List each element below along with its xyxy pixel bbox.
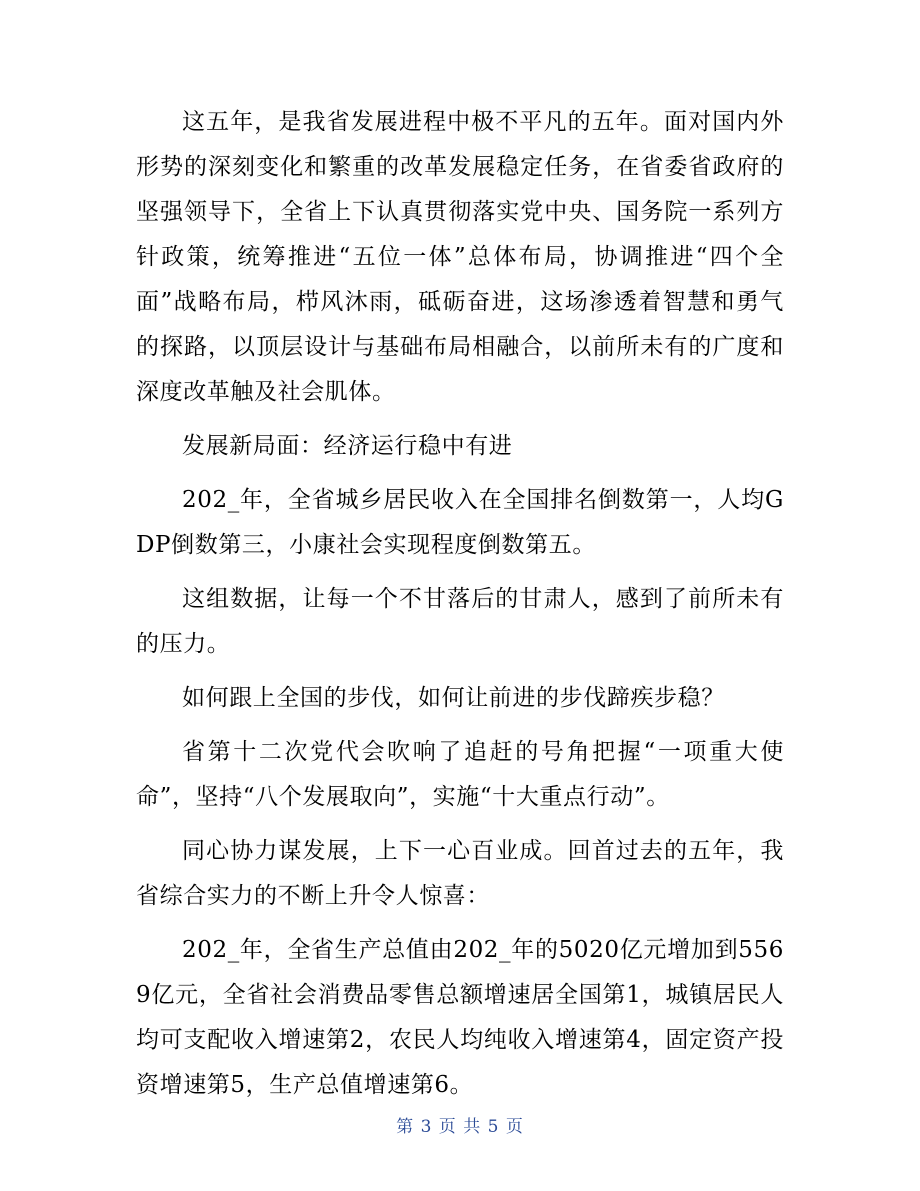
paragraph-statistics: 202_年，全省生产总值由202_年的5020亿元增加到5569亿元，全省社会消费品零售总额增速居全国第1，城镇居民人均可支配收入增速第2，农民人均纯收入增速第4，固定资产投资增速第5，生产总值增速第6。: [136, 937, 784, 1098]
paragraph-pressure: 这组数据，让每一个不甘落后的甘肃人，感到了前所未有的压力。: [136, 586, 784, 657]
paragraph-congress: 省第十二次党代会吹响了追赶的号角把握“一项重大使命”，坚持“八个发展取向”，实施“十大重点行动”。: [136, 739, 784, 810]
section-heading: 发展新局面：经济运行稳中有进: [182, 433, 513, 459]
page-number-footer: 第 3 页 共 5 页: [396, 1117, 524, 1137]
paragraph-question: 如何跟上全国的步伐，如何让前进的步伐蹄疾步稳？: [182, 685, 725, 711]
paragraph-review: 同心协力谋发展，上下一心百业成。回首过去的五年，我省综合实力的不断上升令人惊喜：: [136, 838, 784, 909]
document-body: [136, 100, 784, 1117]
paragraph-intro: 这五年，是我省发展进程中极不平凡的五年。面对国内外形势的深刻变化和繁重的改革发展稳定任务，在省委省政府的坚强领导下，全省上下认真贯彻落实党中央、国务院一系列方针政策，统筹推进“五位一体”总体布局，协调推进“四个全面”战略布局，栉风沐雨，砥砺奋进，这场渗透着智慧和勇气的探路，以顶层设计与基础布局相融合，以前所未有的广度和深度改革触及社会肌体。: [136, 109, 784, 405]
paragraph-income-ranking: 202_年，全省城乡居民收入在全国排名倒数第一，人均GDP倒数第三，小康社会实现程度倒数第五。: [136, 487, 784, 558]
